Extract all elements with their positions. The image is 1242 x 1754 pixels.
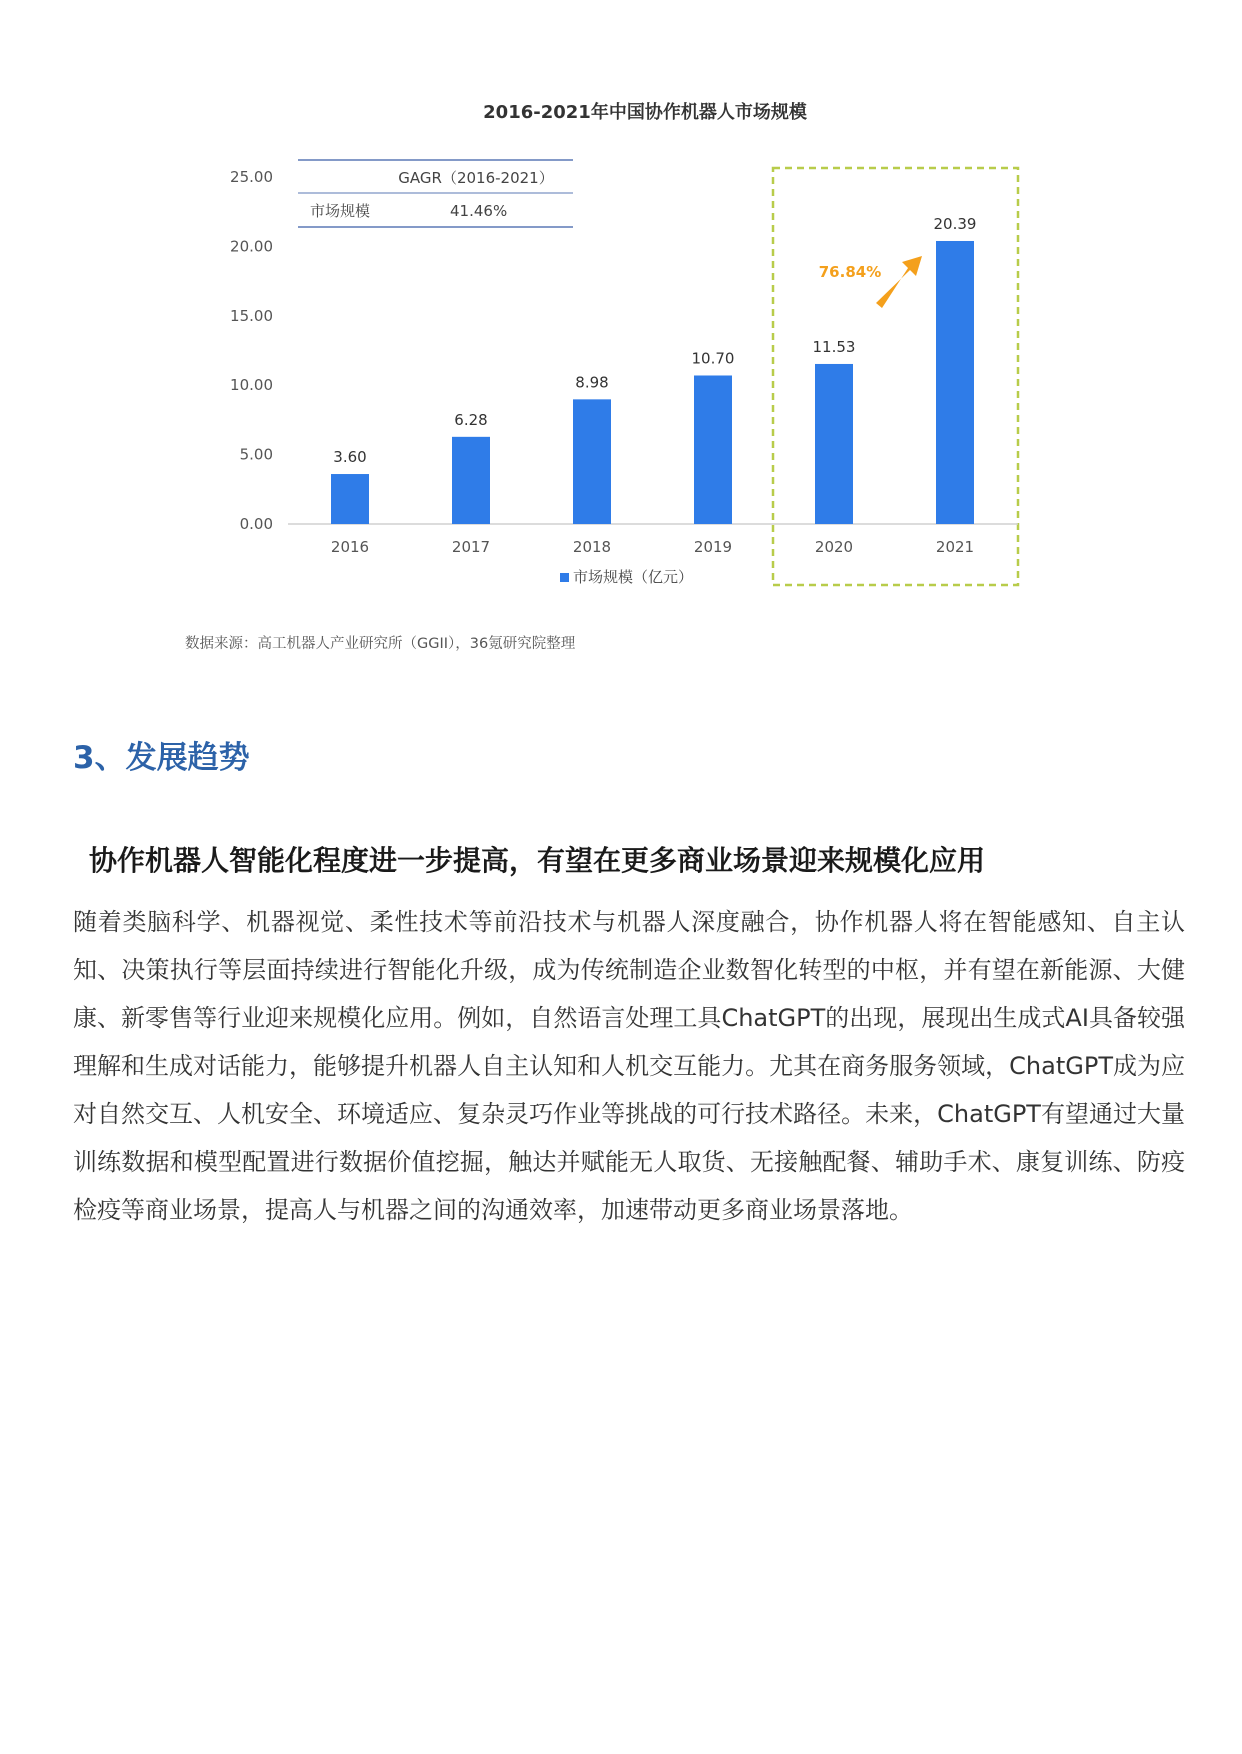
x-tick-label: 2020	[814, 538, 854, 556]
legend-label: 市场规模（亿元）	[573, 568, 694, 586]
bar-2017	[452, 437, 490, 524]
highlight-box	[773, 168, 1018, 585]
body-paragraph: 随着类脑科学、机器视觉、柔性技术等前沿技术与机器人深度融合，协作机器人将在智能感知、自主认知、决策执行等层面持续进行智能化升级，成为传统制造企业数智化转型的中枢，并有望在新能源、大健康、新零售等行业迎来规模化应用。例如，自然语言处理工具ChatGPT的出现，展现出生成式AI具备较强理解和生成对话能力，能够提升机器人自主认知和人机交互能力。尤其在商务服务领域，ChatGPT成为应对自然交互、人机安全、环境适应、复杂灵巧作业等挑战的可行技术路径。未来，ChatGPT有望通过大量训练数据和模型配置进行数据价值挖掘，触达并赋能无人取货、无接触配餐、辅助手术、康复训练、防疫检疫等商业场景，提高人与机器之间的沟通效率，加速带动更多商业场景落地。	[73, 908, 1185, 1224]
subsection-title: 协作机器人智能化程度进一步提高，有望在更多商业场景迎来规模化应用	[89, 844, 986, 877]
bar-value-label: 11.53	[812, 337, 856, 356]
section-title: 3、发展趋势	[73, 740, 250, 776]
market-size-bar-chart	[0, 0, 1242, 670]
y-tick-label: 20.00	[230, 237, 273, 256]
y-tick-label: 15.00	[230, 306, 273, 325]
bar-value-label: 3.60	[333, 448, 367, 467]
legend	[560, 568, 693, 586]
bar-2021	[936, 241, 974, 524]
cagr-row-label: 市场规模	[310, 202, 371, 220]
y-tick-label: 5.00	[239, 445, 273, 464]
cagr-row-value: 41.46%	[450, 202, 508, 220]
cagr-table	[298, 160, 573, 227]
growth-annotation: 76.84%	[818, 263, 882, 281]
source-note: 数据来源：高工机器人产业研究所（GGII），36氪研究院整理	[185, 636, 576, 652]
bar-2020	[815, 364, 853, 524]
bar-2019	[694, 375, 732, 524]
x-tick-label: 2021	[935, 538, 975, 556]
y-tick-label: 0.00	[239, 515, 273, 533]
bar-2018	[573, 399, 611, 524]
bar-value-label: 8.98	[575, 373, 609, 392]
x-tick-label: 2018	[572, 538, 612, 556]
bar-2016	[331, 474, 369, 524]
cagr-header: GAGR（2016-2021）	[398, 169, 554, 187]
y-tick-label: 25.00	[230, 168, 273, 186]
growth-arrow-icon	[876, 256, 922, 308]
x-tick-label: 2017	[451, 538, 491, 556]
bar-value-label: 6.28	[454, 410, 488, 429]
y-axis-ticks	[230, 168, 273, 533]
bar-value-label: 20.39	[933, 214, 977, 233]
x-tick-label: 2016	[330, 538, 370, 556]
legend-swatch	[560, 573, 569, 582]
chart-title: 2016-2021年中国协作机器人市场规模	[483, 102, 807, 123]
y-tick-label: 10.00	[230, 376, 273, 395]
x-tick-label: 2019	[693, 538, 733, 556]
bar-value-label: 10.70	[691, 349, 735, 368]
